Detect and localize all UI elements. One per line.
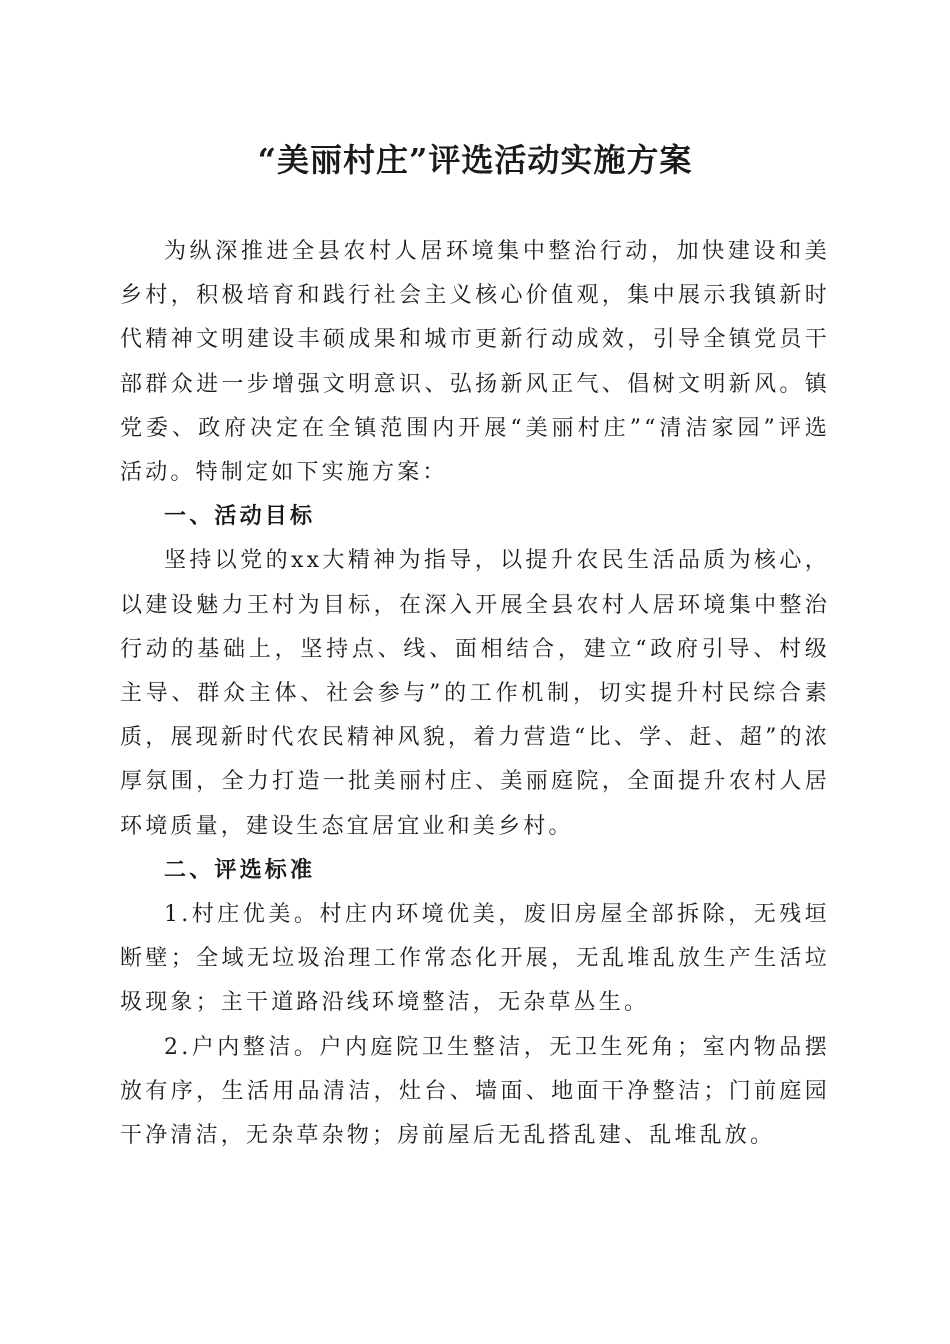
- goals-paragraph: 坚持以党的xx大精神为指导，以提升农民生活品质为核心，以建设魅力王村为目标，在深入开展全县农村人居环境集中整治行动的基础上，坚持点、线、面相结合，建立“政府引导、村级主导、群众主体、社会参与”的工作机制，切实提升村民综合素质，展现新时代农民精神风貌，着力营造“比、学、赶、超”的浓厚氛围，全力打造一批美丽村庄、美丽庭院，全面提升农村人居环境质量，建设生态宜居宜业和美乡村。: [120, 548, 830, 839]
- criteria-item-2: 2.户内整洁。户内庭院卫生整洁，无卫生死角；室内物品摆放有序，生活用品清洁，灶台、墙面、地面干净整洁；门前庭园干净清洁，无杂草杂物；房前屋后无乱搭乱建、乱堆乱放。: [120, 1034, 830, 1149]
- section-heading-criteria: 二、评选标准: [164, 857, 316, 883]
- section-heading-goals: 一、活动目标: [164, 504, 316, 530]
- intro-paragraph: 为纵深推进全县农村人居环境集中整治行动，加快建设和美乡村，积极培育和践行社会主义核心价值观，集中展示我镇新时代精神文明建设丰硕成果和城市更新行动成效，引导全镇党员干部群众进一步增强文明意识、弘扬新风正气、倡树文明新风。镇党委、政府决定在全镇范围内开展“美丽村庄”“清洁家园”评选活动。特制定如下实施方案：: [120, 239, 830, 486]
- document-page: [120, 0, 830, 1344]
- criteria-item-1: 1.村庄优美。村庄内环境优美，废旧房屋全部拆除，无残垣断壁；全域无垃圾治理工作常态化开展，无乱堆乱放生产生活垃圾现象；主干道路沿线环境整洁，无杂草丛生。: [120, 902, 830, 1016]
- document-body: [120, 230, 830, 1158]
- document-title: “美丽村庄”评选活动实施方案: [257, 141, 693, 179]
